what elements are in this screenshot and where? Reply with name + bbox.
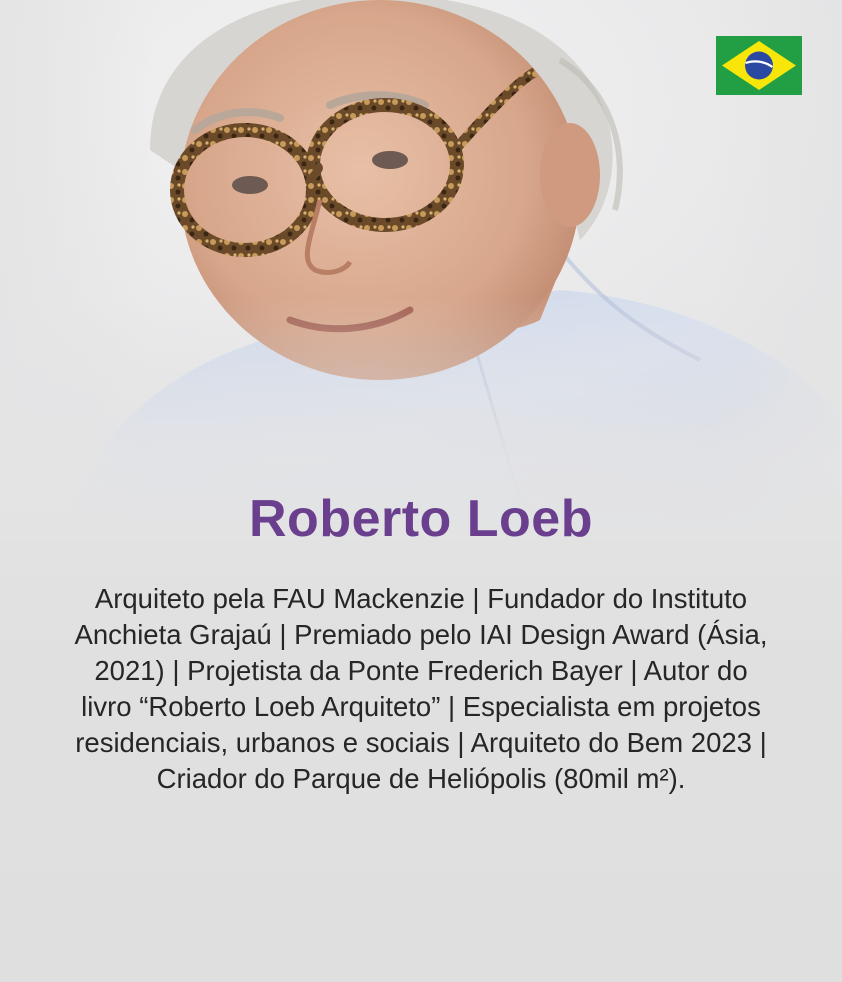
profile-bio: Arquiteto pela FAU Mackenzie | Fundador do Instituto Anchieta Grajaú | Premiado pelo IAI Design Award (Ásia, 2021) | Projetista da Ponte Frederich Bayer | Autor do livro “Roberto Loeb Arquiteto” | Especialista em projetos residenciais, urbanos e sociais | Arquiteto do Bem 2023 | Criador do Parque de Heliópolis (80mil m²). bbox=[74, 583, 768, 794]
brazil-flag-icon bbox=[716, 36, 802, 95]
profile-name: Roberto Loeb bbox=[249, 490, 593, 548]
